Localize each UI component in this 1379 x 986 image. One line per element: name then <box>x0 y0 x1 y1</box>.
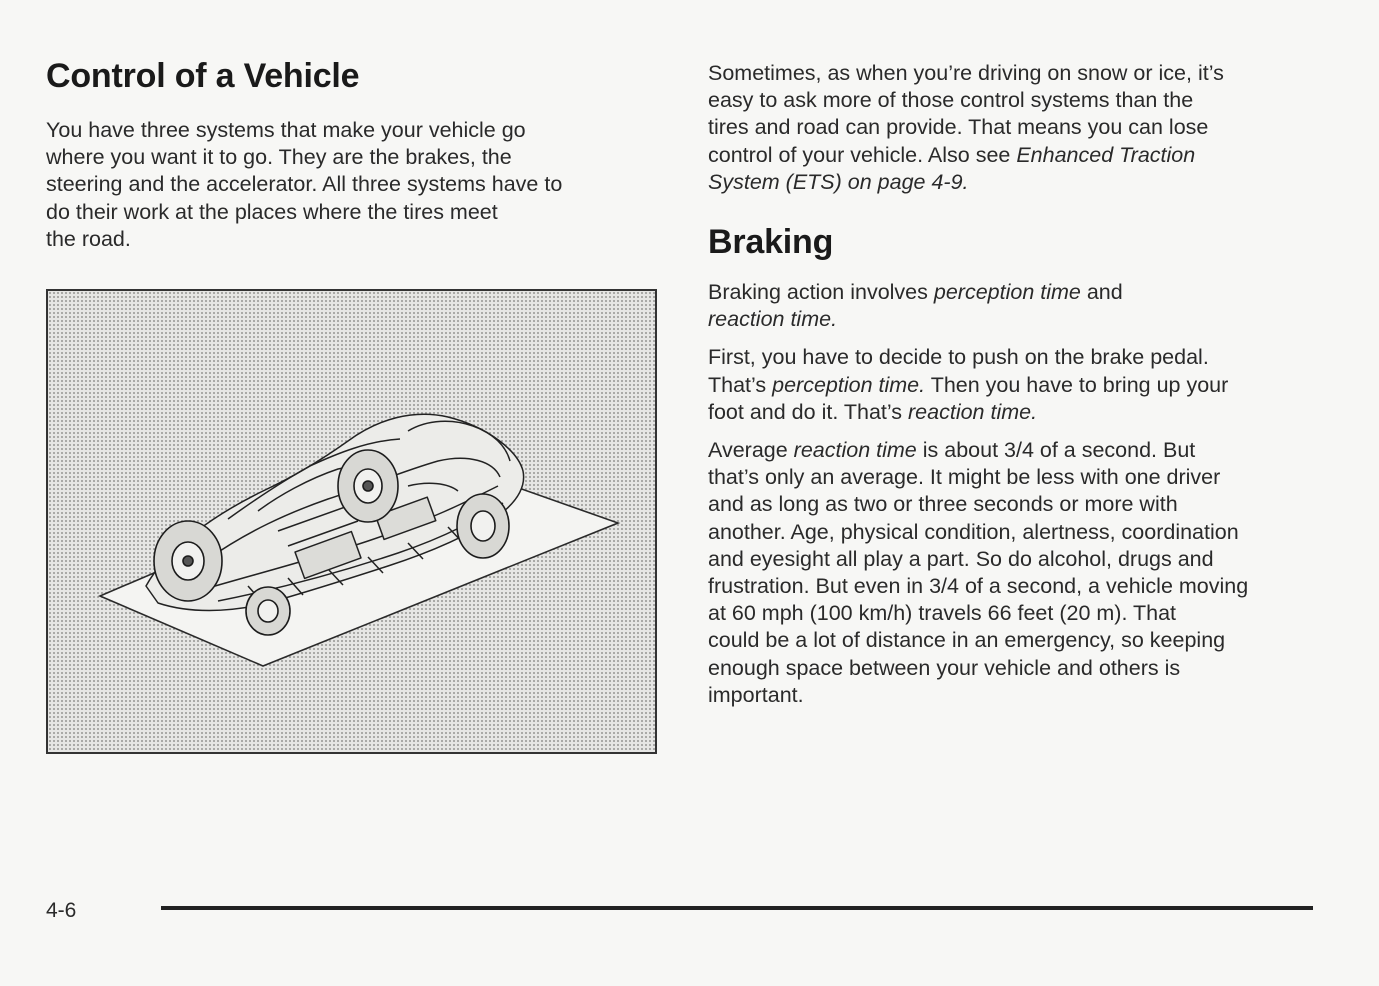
perception-text: Then you have to bring up your <box>925 372 1229 397</box>
traction-line <box>708 169 1318 196</box>
reaction-line: important. <box>708 682 804 707</box>
reaction-time-term: reaction time. <box>908 399 1038 424</box>
ets-reference-link-cont[interactable]: System (ETS) on page 4-9. <box>708 169 969 194</box>
perception-time-term: perception time <box>933 280 1081 305</box>
intro-line: You have three systems that make your vehicle go <box>46 118 526 142</box>
braking-line <box>708 306 1318 333</box>
section-title-control: Control of a Vehicle <box>46 57 360 95</box>
braking-text: and <box>1080 280 1123 305</box>
reaction-line: at 60 mph (100 km/h) travels 66 feet (20 m). That <box>708 601 1177 626</box>
braking-intro-paragraph <box>708 279 1318 333</box>
braking-text: Braking action involves <box>708 280 934 305</box>
intro-line: the road. <box>46 226 131 251</box>
braking-line <box>708 279 1318 306</box>
perception-line <box>708 399 1318 426</box>
traction-line: Sometimes, as when you’re driving on snow or ice, it’s <box>708 61 1224 85</box>
traction-text: control of your vehicle. Also see <box>708 142 1017 167</box>
traction-line <box>708 142 1318 169</box>
reaction-time-term: reaction time <box>793 438 917 463</box>
left-column <box>46 56 656 253</box>
reaction-text: is about 3/4 of a second. But <box>916 438 1196 463</box>
traction-line: easy to ask more of those control systems than the <box>708 88 1194 113</box>
intro-line: do their work at the places where the tires meet <box>46 199 498 224</box>
reaction-line: could be a lot of distance in an emergency, so keeping <box>708 628 1226 653</box>
vehicle-illustration <box>46 289 657 754</box>
right-column <box>708 60 1318 709</box>
section-title-braking: Braking <box>708 223 834 262</box>
reaction-line <box>708 437 1318 464</box>
perception-text: That’s <box>708 372 773 397</box>
perception-line <box>708 372 1318 399</box>
reaction-line: frustration. But even in 3/4 of a second, a vehicle moving <box>708 574 1249 599</box>
traction-paragraph <box>708 60 1318 196</box>
car-underside-drawing <box>48 291 655 752</box>
intro-line: steering and the accelerator. All three systems have to <box>46 172 563 197</box>
perception-time-term: perception time. <box>772 372 926 397</box>
reaction-time-paragraph <box>708 437 1318 709</box>
page-number: 4-6 <box>46 899 77 922</box>
reaction-line: that’s only an average. It might be less with one driver <box>708 465 1221 490</box>
reaction-time-term: reaction time. <box>708 307 838 332</box>
traction-line: tires and road can provide. That means you can lose <box>708 115 1209 140</box>
ets-reference-link[interactable]: Enhanced Traction <box>1016 142 1196 167</box>
footer-divider <box>161 906 1313 910</box>
intro-paragraph <box>46 117 656 253</box>
perception-text: foot and do it. That’s <box>708 399 909 424</box>
perception-line: First, you have to decide to push on the brake pedal. <box>708 345 1209 370</box>
intro-line: where you want it to go. They are the brakes, the <box>46 145 512 170</box>
reaction-line: and eyesight all play a part. So do alcohol, drugs and <box>708 546 1214 571</box>
reaction-line: another. Age, physical condition, alertness, coordination <box>708 519 1239 544</box>
reaction-line: and as long as two or three seconds or more with <box>708 492 1178 517</box>
reaction-text: Average <box>708 438 794 463</box>
perception-paragraph <box>708 344 1318 426</box>
reaction-line: enough space between your vehicle and others is <box>708 655 1181 680</box>
